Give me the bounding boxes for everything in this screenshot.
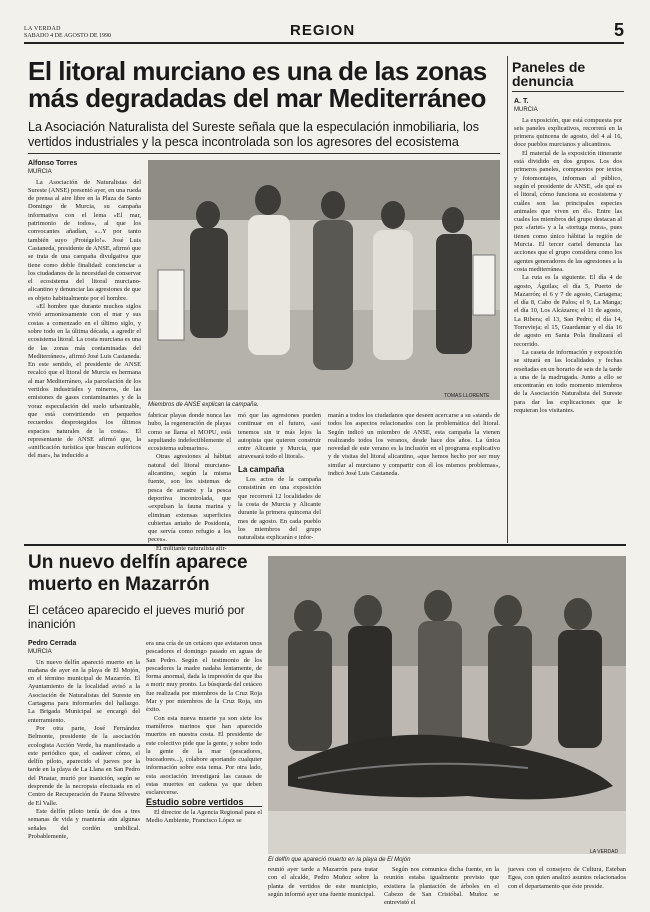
- photo-credit: LA VERDAD: [590, 849, 619, 855]
- photo-caption: El delfín que apareció muerto en la playa de El Mojón: [268, 857, 411, 863]
- second-article-column-5: [508, 866, 626, 906]
- sidebar-text: [514, 98, 622, 538]
- second-article-column-4: [384, 866, 499, 906]
- paragraph: jueves con el consejero de Cultura, Esteban Egea, con quien analizó asuntos relacionados con el departamento que éste preside.: [508, 866, 626, 890]
- second-article-column-2: [146, 640, 262, 896]
- second-article-column-3: [268, 866, 378, 906]
- section-title: REGION: [290, 22, 356, 39]
- masthead: [24, 22, 624, 44]
- sidebar-title: Paneles de denuncia: [512, 60, 624, 92]
- main-article-column-4: [328, 412, 500, 542]
- main-article-column-3: [238, 412, 321, 542]
- byline: Alfonso Torres: [28, 160, 78, 167]
- paragraph: El director de la Agencia Regional para el Medio Ambiente, Francisco López se: [146, 808, 262, 825]
- paragraph: El material de la exposición itinerante está dividido en dos grupos. Los dos primeros paneles, compuestos por textos y fotomontajes, informan al público, según el presidente de ANSE, «de qué es el litoral, cómo funciona su ecosistema y cuáles son las principales especies animales que viven en él». Entre las cuales los miembros del grupo destacan al pez «fartet» y a la «tortuga mora», pues tienen como único hábitat la región de Murcia. El tercer cartel denuncia las acciones que el grupo considera como los agentes generadores de las agresiones a la costa mediterránea.: [514, 149, 622, 273]
- paragraph: fabricar playas donde nunca las hubo, la regeneración de playas como se llama el MOPU, está sepultando indefectiblemente el ecosistema submarino».: [148, 412, 231, 453]
- sidebar-box: [507, 56, 626, 543]
- main-article-column-1: [28, 160, 141, 540]
- paragraph: Este delfín piloto tenía de dos a tres semanas de vida y mantenía aún algunas señales del cordón umbilical. Probablemente,: [28, 807, 140, 840]
- news-photo-dead-dolphin: [268, 556, 626, 854]
- sidebar-byline: A. T.: [514, 98, 529, 105]
- main-article-column-2: [148, 412, 231, 552]
- paragraph: mó que las agresiones pueden continuar en el futuro, «así tenemos sin ir más lejos la autopista que quieren construir entre Alicante y Murcia, que atravesará todo el litoral».: [238, 412, 321, 461]
- dateline: MURCIA: [28, 649, 52, 656]
- second-article-column-1: [28, 640, 140, 896]
- paragraph: Un nuevo delfín apareció muerto en la mañana de ayer en la playa de El Mojón, en el término municipal de Mazarrón. El Ayuntamiento de la localidad avisó a la Asociación de Naturalistas del Sureste en Cartagena para informarles del hallazgo. La Brigada Municipal se encargó del enterramiento.: [28, 658, 140, 724]
- paragraph: Según nos comunica dicha fuente, en la reunión estaba igualmente previsto que existiera la plantación de árboles en el Cabezo de San Cristóbal. Muñoz se entrevistó el: [384, 866, 499, 907]
- paragraph: La caseta de información y exposición se situará en las localidades y fechas reseñadas en un horario de seis de la tarde a una de la madrugada. Junto a ello se encontrarán en todo momento miembros de la Asociación Naturalista del Sureste para dar las explicaciones que le requieran los visitantes.: [514, 348, 622, 414]
- paragraph: era una cría de un cetáceo que avistaron unos pescadores el domingo pasado en aguas de San Pedro. Según el testimonio de los pescadores la madre nadaba lentamente, de forma anormal, dada la impresión de que iba a morir muy pronto. La búsqueda del cetáceo fue realizada por miembros de la Cruz Roja Mar y por miembros de la Cruz Roja, sin éxito.: [146, 640, 262, 714]
- sidebar-dateline: MURCIA: [514, 107, 538, 114]
- paragraph: La exposición, que está compuesta por seis paneles explicativos, recorrerá en la primera quincena de agosto, del 4 al 16, doce pueblos murcianos y alicantinos.: [514, 116, 622, 149]
- box-title: Estudio sobre vertidos: [146, 798, 262, 807]
- photo-credit: TOMAS LLORENTE: [444, 393, 490, 399]
- paragraph: La ruta es la siguiente. El día 4 de agosto, Águilas; el día 5, Puerto de Mazarrón; el 6 y 7 de agosto, Cartagena; el día 8, Cabo de Palos; el 9, La Manga; el día 10, Los Alcázares; el 11 de agosto, La Ribera; el 13, San Pedro; el día 14, Torrevieja; el 15, Guardamar y el día 16 de agosto en Santa Pola finalizará el recorrido.: [514, 274, 622, 348]
- paragraph: Por otra parte, José Fernández Belmonte, presidente de la asociación ecologista Acción Verde, ha manifestado a este periódico que, el cadáver cómo, el delfín piloto, aparecido el jueves por la tarde en la playa de La Llana en San Pedro del Pinatar, murió por inanición, según se desprende de la necropsia efectuada en el Centro de Recuperación de Fauna Silvestre de El Valle.: [28, 724, 140, 807]
- main-headline: El litoral murciano es una de las zonas más degradadas del mar Mediterráneo: [28, 56, 487, 113]
- paragraph: «El hombre que durante muchos siglos vivió armoniosamente con el mar y sus costas a comenzado en el último siglo, y sobre todo en la última década, a agredir el ecosistema litoral. La costa murciana es una de las zonas más contaminadas del Mediterráneo», afirmó José Luis Castaneda. En este sentido, el presidente de ANSE recalcó que el litoral de Murcia es hermana al mar Mediterráneo, «la parcelación de los vertidos industriales y mineros, de las emisiones de gases contaminantes y de la voraz especulación del suelo urbanizable, que está convirtiendo en pequeños recuerdos desprotegidos los últimos espacios naturales de la costa». El representante de ANSE afirmó que, la «unificación turística que buscan eufóricos del mar», ha inducido a: [28, 303, 141, 460]
- second-headline: Un nuevo delfín aparece muerto en Mazarrón: [28, 552, 248, 595]
- issue-date: SABADO 4 DE AGOSTO DE 1990: [24, 33, 112, 39]
- paragraph: Los actos de la campaña consistirán en una exposición que recorrerá 12 localidades de la costa de Murcia y Alicante durante la primera quincena del mes de agosto. En cada pueblo los miembros del grupo naturalista explicarán e infor-: [238, 476, 321, 542]
- news-photo-anse-members: [148, 160, 500, 400]
- divider: [24, 544, 626, 546]
- photo-caption: Miembros de ANSE explican la campaña.: [148, 402, 259, 408]
- second-deck: El cetáceo aparecido el jueves murió por inanición: [28, 603, 245, 631]
- paragraph: marán a todos los ciudadanos que deseen acercarse a su «stand» de todos los aspectos relacionados con la problemática del litoral. Según indicó un miembro de ANSE, esta campaña la vienen realizando todos los veranos, desde hace dos años. La única novedad de este verano es la inclusión en el programa explicativo y de visitas del litoral alicantino, «que hemos hecho por ser muy similar al murciano y compartir con él los mismos problemas», indicó José Luis Castaneda.: [328, 412, 500, 478]
- main-deck: La Asociación Naturalista del Sureste señala que la especulación inmobiliaria, los vertidos industriales y la pesca incontrolada son los agresores del ecosistema: [28, 120, 479, 149]
- divider: [28, 153, 500, 154]
- page-number: 5: [613, 20, 624, 40]
- byline: Pedro Cerrada: [28, 640, 77, 647]
- paragraph: El militante naturalista afir-: [156, 544, 227, 552]
- dateline: MURCIA: [28, 169, 52, 176]
- paragraph: Otras agresiones al hábitat natural del litoral murciano-alicantino, según la misma fuente, son los sistemas de pesca de arrastre y la pesca deportiva incontrolada, que «expulsan la fauna marina y eliminan extensas superficies cubiertas antaño de Posidonia, que servía como refugio a los peces».: [148, 453, 231, 544]
- newspaper-name: LA VERDAD: [24, 26, 61, 32]
- paragraph: Con esta nueva muerte ya son siete los mamíferos marinos que han aparecido muertos en nuestra costa. El presidente de este colectivo pide que la gente, y sobre todo la gente de la mar (pescadores, buceadores...), colabore aportando cualquier información sobre esta tema. Por otra lado, esta asociación investigará las causas de estas muertes en cadena ya que deben esclarecerse.: [146, 714, 262, 797]
- paragraph: La Asociación de Naturalistas del Sureste (ANSE) presentó ayer, en una rueda de prensa al aire libre en la Plaza de Santo Domingo de Murcia, su campaña informativa con el lema «El mar, patrimonio de todos», al que los convocantes añadían, «...Y por tanto también suyo ¡Protégelo!». José Luis Castaneda, presidente de ANSE, afirmó que se trata de una campaña divulgativa que tiene como doble finalidad: concienciar a los ciudadanos de la necesidad de conservar el ecosistema del litoral murciano-alicantino y denunciar las agresiones de que es objeto habitualmente por el hombre.: [28, 178, 141, 302]
- paragraph: reunió ayer tarde a Mazarrón para tratar con el alcalde, Pedro Muñoz sobre la planta de vertidos de este municipio, según informó ayer una fuente municipal.: [268, 866, 378, 898]
- subhead: La campaña: [238, 464, 285, 474]
